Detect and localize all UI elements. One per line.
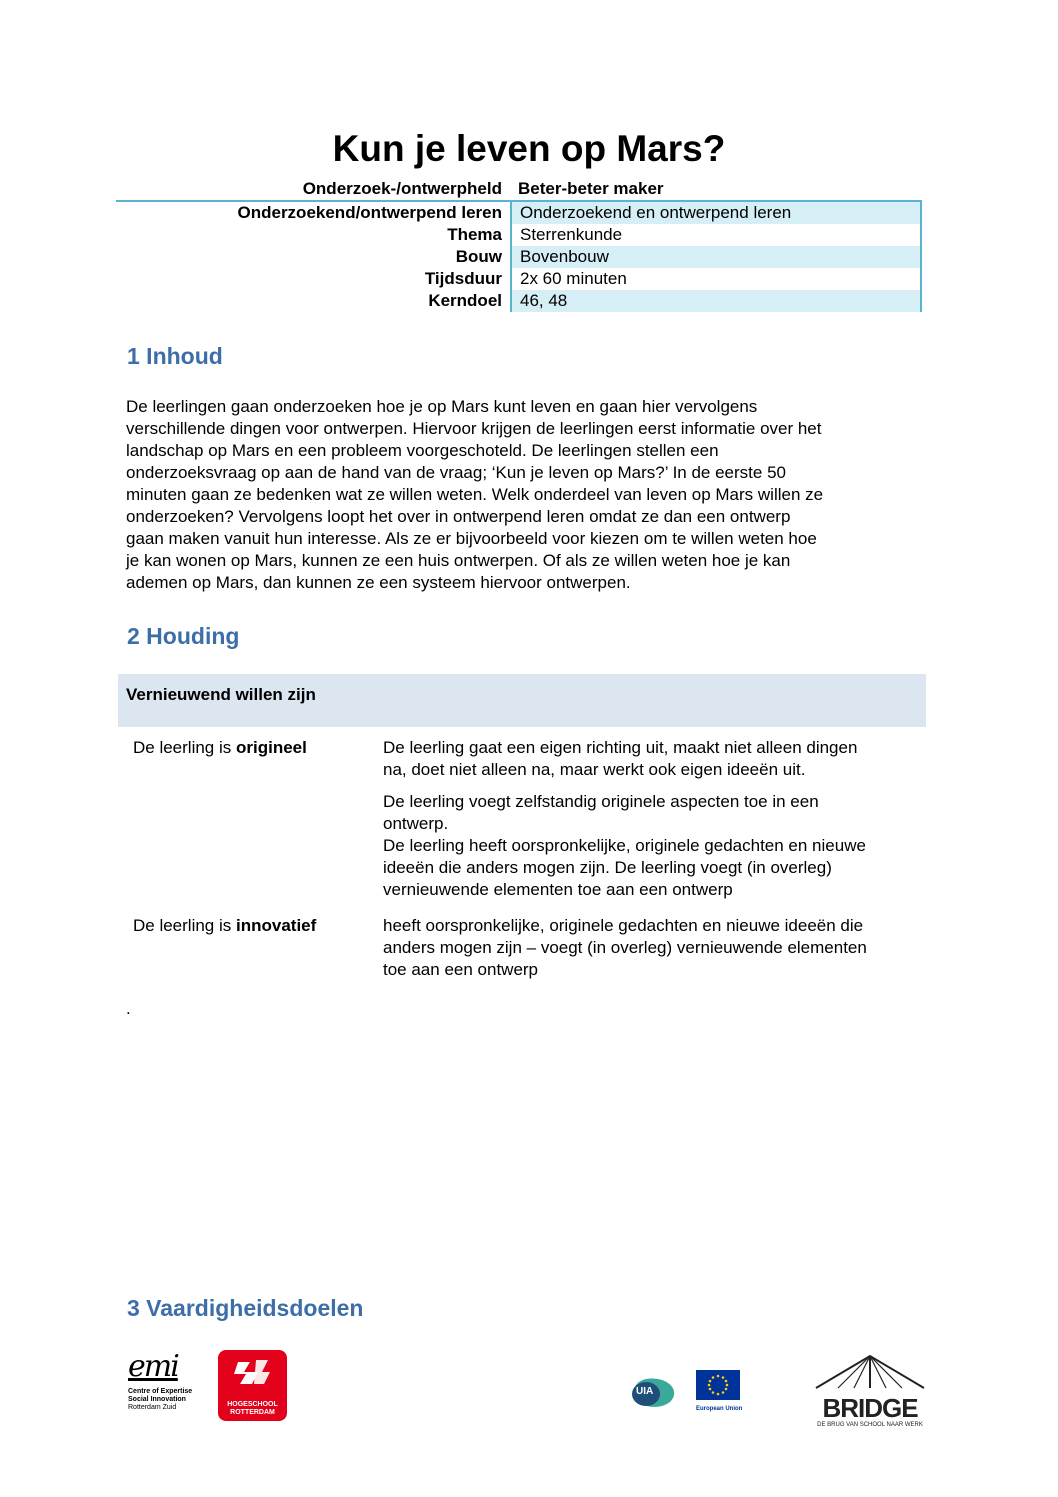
desc-line: De leerling voegt zelfstandig originele aspecten toe in een: [383, 792, 819, 811]
label-prefix: De leerling is: [133, 738, 236, 757]
desc-line: De leerling gaat een eigen richting uit, maakt niet alleen dingen: [383, 738, 858, 757]
meta-value: Sterrenkunde: [510, 224, 922, 246]
meta-table: [116, 178, 922, 312]
uia-logo: [628, 1372, 698, 1412]
section-heading-vaardigheidsdoelen: 3 Vaardigheidsdoelen: [127, 1295, 364, 1321]
row-desc-innovatief: [383, 915, 953, 981]
paragraph-line: De leerlingen gaan onderzoeken hoe je op Mars kunt leven en gaan hier vervolgens: [126, 397, 758, 416]
paragraph-line: onderzoeken? Vervolgens loopt het over in ontwerpend leren omdat ze dan een ontwerp: [126, 507, 791, 526]
section-heading-inhoud: 1 Inhoud: [127, 343, 223, 369]
cesi-logo: [128, 1349, 208, 1422]
meta-key: Onderzoekend/ontwerpend leren: [237, 203, 502, 222]
eu-flag-icon: [696, 1370, 740, 1400]
hr-line: ROTTERDAM: [230, 1409, 275, 1416]
bridge-icon: [808, 1352, 932, 1390]
row-label-origineel: [133, 737, 373, 759]
row-desc-origineel-1: [383, 737, 953, 781]
bridge-mark: BRIDGE: [822, 1393, 918, 1423]
desc-line: ideeën die anders mogen zijn. De leerling voegt (in overleg): [383, 858, 832, 877]
paragraph-line: verschillende dingen voor ontwerpen. Hiervoor krijgen de leerlingen eerst informatie over het: [126, 419, 822, 438]
meta-key: Bouw: [455, 247, 502, 266]
desc-line: vernieuwende elementen toe aan een ontwerp: [383, 880, 733, 899]
meta-key: Kerndoel: [428, 291, 502, 310]
meta-key: Thema: [447, 225, 502, 244]
bridge-tagline: DE BRUG VAN SCHOOL NAAR WERK: [817, 1422, 923, 1428]
desc-line: anders mogen zijn – voegt (in overleg) vernieuwende elementen: [383, 938, 867, 957]
eu-label: European Union: [696, 1406, 743, 1412]
meta-value: 2x 60 minuten: [510, 268, 922, 290]
desc-line: na, doet niet alleen na, maar werkt ook eigen ideeën uit.: [383, 760, 806, 779]
meta-value: Onderzoekend en ontwerpend leren: [510, 202, 922, 224]
meta-key: Tijdsduur: [424, 269, 502, 288]
meta-header-value: Beter-beter maker: [518, 179, 664, 198]
cesi-line: Rotterdam Zuid: [128, 1404, 177, 1411]
label-bold: innovatief: [236, 916, 317, 935]
desc-line: ontwerp.: [383, 814, 449, 833]
page-title: Kun je leven op Mars?: [332, 128, 726, 169]
row-label-innovatief: [133, 915, 373, 937]
row-desc-origineel-2: [383, 791, 953, 901]
cesi-line: Centre of Expertise: [128, 1388, 193, 1395]
label-prefix: De leerling is: [133, 916, 236, 935]
paragraph-line: onderzoeksvraag op aan de hand van de vraag; ‘Kun je leven op Mars?’ In de eerste 50: [126, 463, 786, 482]
paragraph-line: je kan wonen op Mars, kunnen ze een huis ontwerpen. Of als ze willen weten hoe je kan: [126, 551, 791, 570]
cesi-mark: emi: [128, 1349, 178, 1384]
paragraph-line: ademen op Mars, dan kunnen ze een systeem hiervoor ontwerpen.: [126, 573, 631, 592]
paragraph-line: minuten gaan ze bedenken wat ze willen weten. Welk onderdeel van leven op Mars willen ze: [126, 485, 824, 504]
meta-value: 46, 48: [510, 290, 922, 312]
cesi-line: Social Innovation: [128, 1396, 186, 1403]
section-heading-houding: 2 Houding: [127, 623, 240, 649]
desc-line: toe aan een ontwerp: [383, 960, 539, 979]
meta-row: [116, 268, 922, 290]
paragraph-line: landschap op Mars en een probleem voorgeschoteld. De leerlingen stellen een: [126, 441, 719, 460]
hr-line: HOGESCHOOL: [227, 1401, 278, 1408]
desc-line: De leerling heeft oorspronkelijke, originele gedachten en nieuwe: [383, 836, 866, 855]
eu-logo: [696, 1370, 743, 1412]
meta-row: [116, 290, 922, 312]
meta-row: [116, 246, 922, 268]
meta-row: [116, 224, 922, 246]
meta-row: [116, 202, 922, 224]
meta-value: Bovenbouw: [510, 246, 922, 268]
desc-line: heeft oorspronkelijke, originele gedachten en nieuwe ideeën die: [383, 916, 864, 935]
houding-band: Vernieuwend willen zijn: [118, 674, 926, 727]
bridge-logo: [808, 1352, 932, 1428]
table-divider: [116, 200, 922, 202]
hogeschool-rotterdam-logo: [218, 1350, 287, 1421]
uia-mark: UIA: [636, 1386, 654, 1397]
hr-emblem-icon: [218, 1350, 287, 1396]
paragraph-line: gaan maken vanuit hun interesse. Als ze er bijvoorbeeld voor kiezen om te willen weten hoe: [126, 529, 817, 548]
label-bold: origineel: [236, 738, 307, 757]
inhoud-paragraph: [126, 396, 946, 594]
meta-header-key: Onderzoek-/ontwerpheld: [302, 179, 502, 198]
stray-dot: .: [126, 999, 131, 1018]
meta-header-row: [116, 178, 922, 200]
